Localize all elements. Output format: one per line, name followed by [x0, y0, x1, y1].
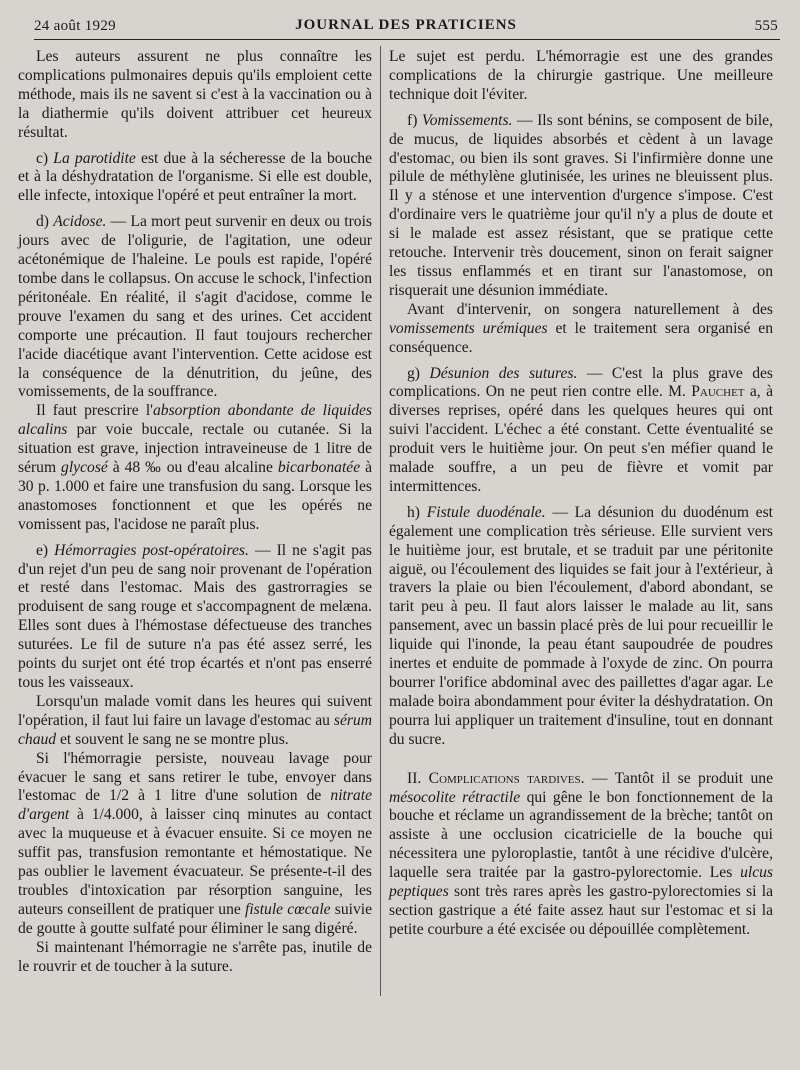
- paragraph-desunion: g) Désunion des sutures. — C'est la plus grave des complications. On ne peut rien contre elle. M. Pauchet a, à diverses reprises, opéré dans les quelques heures qui ont suivi l'accident. L'échec a été constant. Cette éventualité se produit vers le huitième jour. On peut s'en méfier quand le malade souffre, a un peu de fièvre et vomit par intermittences.: [389, 364, 773, 495]
- paragraph-hemorragies: e) Hémorragies post-opératoires. — Il ne s'agit pas d'un rejet d'un peu de sang noir provenant de l'opération et resté dans l'estomac. Mais des gastrorragies se produisent de sang rouge et s'accompagnent de melæna. Elles sont dues à l'hémostase défectueuse des tranches suturées. Le fil de suture n'a pas été assez serré, les points du surjet ont été trop écartés et n'ont pas enserré tous les vaisseaux.: [18, 541, 372, 691]
- section-title: Acidose.: [53, 213, 107, 231]
- page-number: 555: [754, 18, 778, 34]
- header-date: 24 août 1929: [34, 18, 116, 34]
- section-title: La parotidite: [53, 149, 136, 167]
- paragraph: Si maintenant l'hémorragie ne s'arrête pas, inutile de le rouvrir et de toucher à la suture.: [18, 938, 372, 975]
- paragraph-complications-tardives: II. Complications tardives. — Tantôt il se produit une mésocolite rétractile qui gêne le bon fonctionnement de la bouche et réclame un agrandissement de la brèche; tantôt on assiste à une occlusion cicatricielle de la bouche qui nécessitera une pyloroplastie, tantôt à une récidive d'ulcère, laquelle sera traitée par la gastro-pylorectomie. Les ulcus peptiques sont très rares après les gastro-pylorectomies si la section gastrique a été faite assez haut sur l'estomac et si la petite courbure a été excisée ou dépouillée complètement.: [389, 769, 773, 938]
- section-title: Fistule duodénale.: [426, 503, 546, 521]
- section-title: Vomissements.: [421, 111, 513, 129]
- left-column: [18, 48, 372, 977]
- paragraph: Avant d'intervenir, on songera naturellement à des vomissements urémiques et le traitement sera organisé en conséquence.: [389, 300, 773, 356]
- paragraph-fistule: h) Fistule duodénale. — La désunion du duodénum est également une complication très sérieuse. Elle survient vers le huitième jour, est brutale, et se traduit par une péritonite aiguë, ou l'écoulement des liquides se fait jour à l'extérieur, à travers la plaie ou bien l'écoulement, d'abord abondant, se tarit peu à peu. Il faut alors laisser le malade au lit, sans pansement, avec un bassin placé près de lui pour recueillir le liquide qui l'inonde, la peau étant saupoudrée de poudres inertes et enduite de pommade à l'oxyde de zinc. On pourra bourrer l'orifice abdominal avec des paillettes d'agar agar. Le malade boira abondamment pour éviter la déshydratation. On pourra lui appliquer un traitement d'insuline, tout en donnant du sucre.: [389, 503, 774, 748]
- paragraph-vomissements: f) Vomissements. — Ils sont bénins, se composent de bile, de mucus, de liquides absorbés et cèdent à un lavage d'estomac, ou bien ils sont graves. Si l'infirmière donne une pilule de méthylène glutinisée, les urines ne bleuissent plus. Il y a sténose et une intervention d'urgence s'impose. C'est d'ordinaire vers le quatrième jour qu'il n'y a plus de doute et si le malade est assez résistant, que se pratique cette retouche. Intervenir très doucement, sinon on ferait saigner les tissus enflammés et en tirant sur l'anastomose, on risquerait une désunion immédiate.: [389, 111, 773, 299]
- section-title: Désunion des sutures.: [429, 364, 578, 382]
- author-name: Pauchet: [691, 383, 745, 401]
- paragraph: Il faut prescrire l'absorption abondante de liquides alcalins par voie buccale, rectale ou cutanée. Si la situation est grave, injection intraveineuse de 1 litre de sérum glycosé à 48 ‰ ou d'eau alcaline bicarbonatée à 30 p. 1.000 et faire une transfusion du sang. Lorsque les anastomoses fonctionnent et que les opérés ne vomissent pas, l'acidose ne paraît plus.: [18, 402, 372, 533]
- right-column: [389, 48, 773, 940]
- column-divider: [380, 46, 381, 996]
- paragraph-acidose: d) Acidose. — La mort peut survenir en deux ou trois jours avec de l'oligurie, de l'agitation, une odeur acétonémique de l'haleine. Le pouls est rapide, l'opéré tombe dans le collapsus. On accuse le schock, l'infection péritonéale. En réalité, il s'agit d'acidose, comme le prouve l'examen du sang et des urines. Cet accident comporte une précaution. Il faut toujours rechercher l'acide diacétique avant l'intervention. Cette acidose est la conséquence de la dénutrition, du jeûne, des vomissements, de la souffrance.: [18, 213, 372, 401]
- paragraph: Lorsqu'un malade vomit dans les heures qui suivent l'opération, il faut lui faire un lavage d'estomac au sérum chaud et souvent le sang ne se montre plus.: [18, 692, 372, 748]
- section-title: Complications tardives.: [428, 769, 585, 787]
- page-header: [34, 16, 778, 38]
- paragraph-parotidite: c) La parotidite est due à la sécheresse de la bouche et à la déshydratation de l'organisme. Si elle est double, elle infecte, intoxique l'opéré et peut entraîner la mort.: [18, 149, 372, 205]
- paragraph: Les auteurs assurent ne plus connaître les complications pulmonaires depuis qu'ils emploient cette méthode, mais ils ne savent si c'est à la vaccination ou à la diathermie qu'ils doivent attribuer cet heureux résultat.: [18, 48, 372, 141]
- paragraph: Si l'hémorragie persiste, nouveau lavage pour évacuer le sang et sans retirer le tube, envoyer dans l'estomac de 1/2 à 1 litre d'une solution de nitrate d'argent à 1/4.000, à laisser cinq minutes au contact avec la muqueuse et à évacuer ensuite. Si ce moyen ne suffit pas, transfusion remontante et hémostatique. Ne pas oublier le lavement évacuateur. Se présente-t-il des troubles d'intoxication par résorption sanguine, les auteurs conseillent de pratiquer une fistule cœcale suivie de goutte à goutte sulfaté pour éliminer le sang digéré.: [18, 749, 373, 937]
- journal-title: JOURNAL DES PRATICIENS: [295, 17, 517, 33]
- paragraph: Le sujet est perdu. L'hémorragie est une des grandes complications de la chirurgie gastrique. Une meilleure technique doit l'éviter.: [389, 48, 773, 103]
- header-rule: [34, 39, 780, 40]
- section-title: Hémorragies post-opératoires.: [54, 541, 249, 559]
